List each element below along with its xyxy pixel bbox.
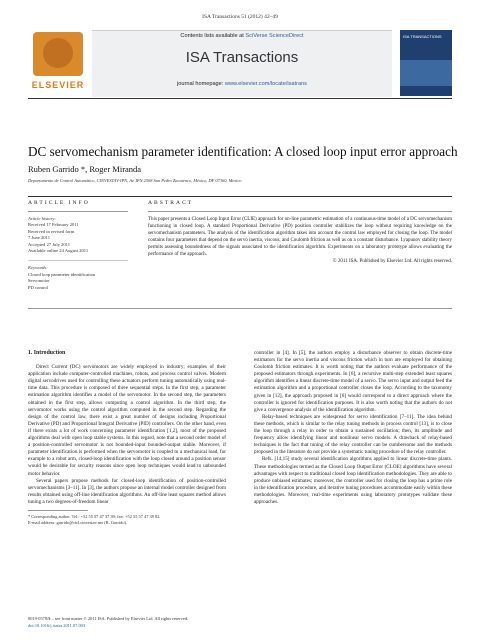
doi-link[interactable]: doi:10.1016/j.isatra.2011.07.003 xyxy=(28,623,86,628)
right-column xyxy=(254,350,452,506)
abstract xyxy=(148,200,452,264)
homepage-line xyxy=(92,81,392,87)
article-info-heading: ARTICLE INFO xyxy=(28,200,90,206)
journal-cover-image xyxy=(400,30,452,96)
homepage-link[interactable]: www.elsevier.com/locate/isatrans xyxy=(224,81,307,87)
history-item: Received in revised form xyxy=(28,228,75,234)
affiliation: Departamento de Control Automático, CINVESTAV-IPN, Av. IPN 2508 San Pedro Zacatenco, México, DF 07360, Mexico xyxy=(28,178,242,183)
masthead xyxy=(28,30,452,96)
info-rule xyxy=(28,211,128,212)
footnote-email: E-mail address: garrido@ctrl.cinvestav.mx (R. Garrido). xyxy=(28,519,128,525)
abstract-bottom-rule xyxy=(28,308,452,309)
logo-word: ELSEVIER xyxy=(31,80,85,90)
journal-name: ISA Transactions xyxy=(185,49,299,66)
masthead-banner xyxy=(92,30,392,97)
left-column xyxy=(28,350,226,526)
history-label: Article history: xyxy=(28,216,56,221)
article-info xyxy=(28,200,128,291)
contents-line xyxy=(92,33,392,39)
contents-prefix: Contents lists available at xyxy=(180,33,244,39)
abstract-rule xyxy=(148,211,452,212)
section-heading: 1. Introduction xyxy=(28,350,66,356)
history-item: Available online 24 August 2011 xyxy=(28,248,89,254)
cover-text: ISA TRANSACTIONS xyxy=(403,34,442,39)
paragraph: Direct Current (DC) servomotors are widely employed in industry; examples of their application include computer-controlled machines, robots, and process control valves. Modern digital servodrives used for controlling these actuators perform tuning automatically using real-time data. This procedure is composed of three sequential steps. In the first step, a parameter estimation algorithm identifies a model of the servomotor. In the second step, the parameters obtained in the first step, allows computing a control algorithm. In the third step, the servomotor works using the control algorithm computed in the second step. Regarding the design of the control law, there exist a great number of designs including Proportional Derivative (PD) and Proportional Integral Derivative (PID) controllers. On the other hand, even if there exists a lot of work concerning parameter identification [1,2], most of the proposed algorithms deal with open loop stable systems. In this regard, note that a second order model of a position-controlled servomotor is not bounded-input bounded-output stable. Moreover, if parameter identification is performed when the servomotor is coupled to a mechanical load, for example to a robot arm, closed-loop identification with the loop closed around a position sensor would be desirable for security reasons since open loop techniques would lead to unbounded motor behavior. xyxy=(28,364,226,477)
info-rule xyxy=(28,260,128,261)
authors: Ruben Garrido *, Roger Miranda xyxy=(28,164,142,174)
abstract-heading: ABSTRACT xyxy=(148,200,194,206)
keyword: Servomotor xyxy=(28,278,50,284)
running-head: ISA Transactions 51 (2012) 42–49 xyxy=(202,14,278,20)
header-rule xyxy=(28,196,452,197)
homepage-prefix: journal homepage: xyxy=(177,81,224,87)
footnote-corresponding: * Corresponding author. Tel.: +52 55 57 47 37 39; fax: +52 55 57 47 39 82. xyxy=(28,513,161,519)
footnote-rule xyxy=(28,510,88,511)
paragraph: Relay-based techniques are widespread for servo identification [7–11]. The idea behind these methods, which is similar to the relay tuning methods in process control [13], is to close the loop through a relay in order to obtain a sustained oscillation; then, its amplitude and frequency allow identifying linear and nonlinear servo models. A drawback of relay-based techniques is the fact that tuning of the relay controller can be cumbersome and the methods proposed in the literature do not provide a systematic tuning procedure of the relay controller. xyxy=(254,413,452,456)
cover-stripe xyxy=(400,60,452,86)
keywords-label: Keywords: xyxy=(28,265,48,271)
keyword: PD control xyxy=(28,284,49,290)
abstract-text: This paper presents a Closed Loop Input Error (CLIE) approach for on-line parametric estimation of a continuous-time model of a DC servomechanism functioning in closed loop. A standard Proportional Derivative (PD) position controller stabilizes the loop without requiring knowledge on the servomechanism parameters. The analysis of the identification algorithm takes into account the control law employed for closing the loop. The model contains four parameters that depend on the servo inertia, viscous, and Coulomb friction as well as on a constant disturbance. Lyapunov stability theory permits assessing boundedness of the signals associated to the identification algorithm. Experiments on a laboratory prototype allows evaluating the performance of the approach. xyxy=(148,217,452,258)
paragraph: Refs. [14,15] study several identification algorithms applied to linear discrete-time plants. These methodologies termed as the Closed Loop Output Error (CLOE) algorithms have several advantages with respect to traditional closed loop identification methodologies. They are able to produce unbiased estimates; moreover, the controller used for closing the loop has a prime role in the identification procedure, and iterative tuning procedures accommodate easily within these methodologies. Moreover, real-time experiments using laboratory prototypes validate these approaches. xyxy=(254,456,452,505)
keyword: Closed loop parameter identification xyxy=(28,271,96,277)
history-item: 7 June 2011 xyxy=(28,235,51,241)
sciencedirect-link[interactable]: SciVerse ScienceDirect xyxy=(245,33,304,39)
copyright: © 2011 ISA. Published by Elsevier Ltd. All rights reserved. xyxy=(332,258,452,264)
history-item: Accepted 27 July 2011 xyxy=(28,241,71,247)
elsevier-logo[interactable] xyxy=(28,30,88,96)
masthead-rule xyxy=(28,98,452,99)
history-item: Received 17 February 2011 xyxy=(28,222,79,228)
elsevier-tree-icon xyxy=(33,32,83,76)
paragraph: controller in [4]. In [5], the authors employ a disturbance observer to obtain discrete-time estimators for the servo inertia and viscous friction which in turn are employed for obtaining Coulomb friction estimates. It is worth noting that the authors evaluate performance of the proposed estimators through experiments. In [6], a recursive multi-step extended least squares algorithm identifies a linear discrete-time model of a servo. The servo input and output feed the estimation algorithm and a proportional controller closes the loop. According to the taxonomy given in [12], the approach proposed in [6] would correspond to a direct approach where the controller is ignored for identification purposes. It is also worth noting that the authors do not give a convergence analysis of the identification algorithm. xyxy=(254,350,452,413)
paragraph: Several papers propose methods for closed-loop identification of position-controlled servomechanisms [3–11]. In [3], the authors propose an internal model controller designed from results obtained using off-line identification algorithms. An off-line least squares method allows tuning a two degrees-of-freedom linear xyxy=(28,477,226,505)
article-title: DC servomechanism parameter identification: A closed loop input error approach xyxy=(28,144,458,159)
issn-line: 0019-0578/$ – see front matter © 2011 ISA. Published by Elsevier Ltd. All rights reserved. xyxy=(28,616,189,621)
